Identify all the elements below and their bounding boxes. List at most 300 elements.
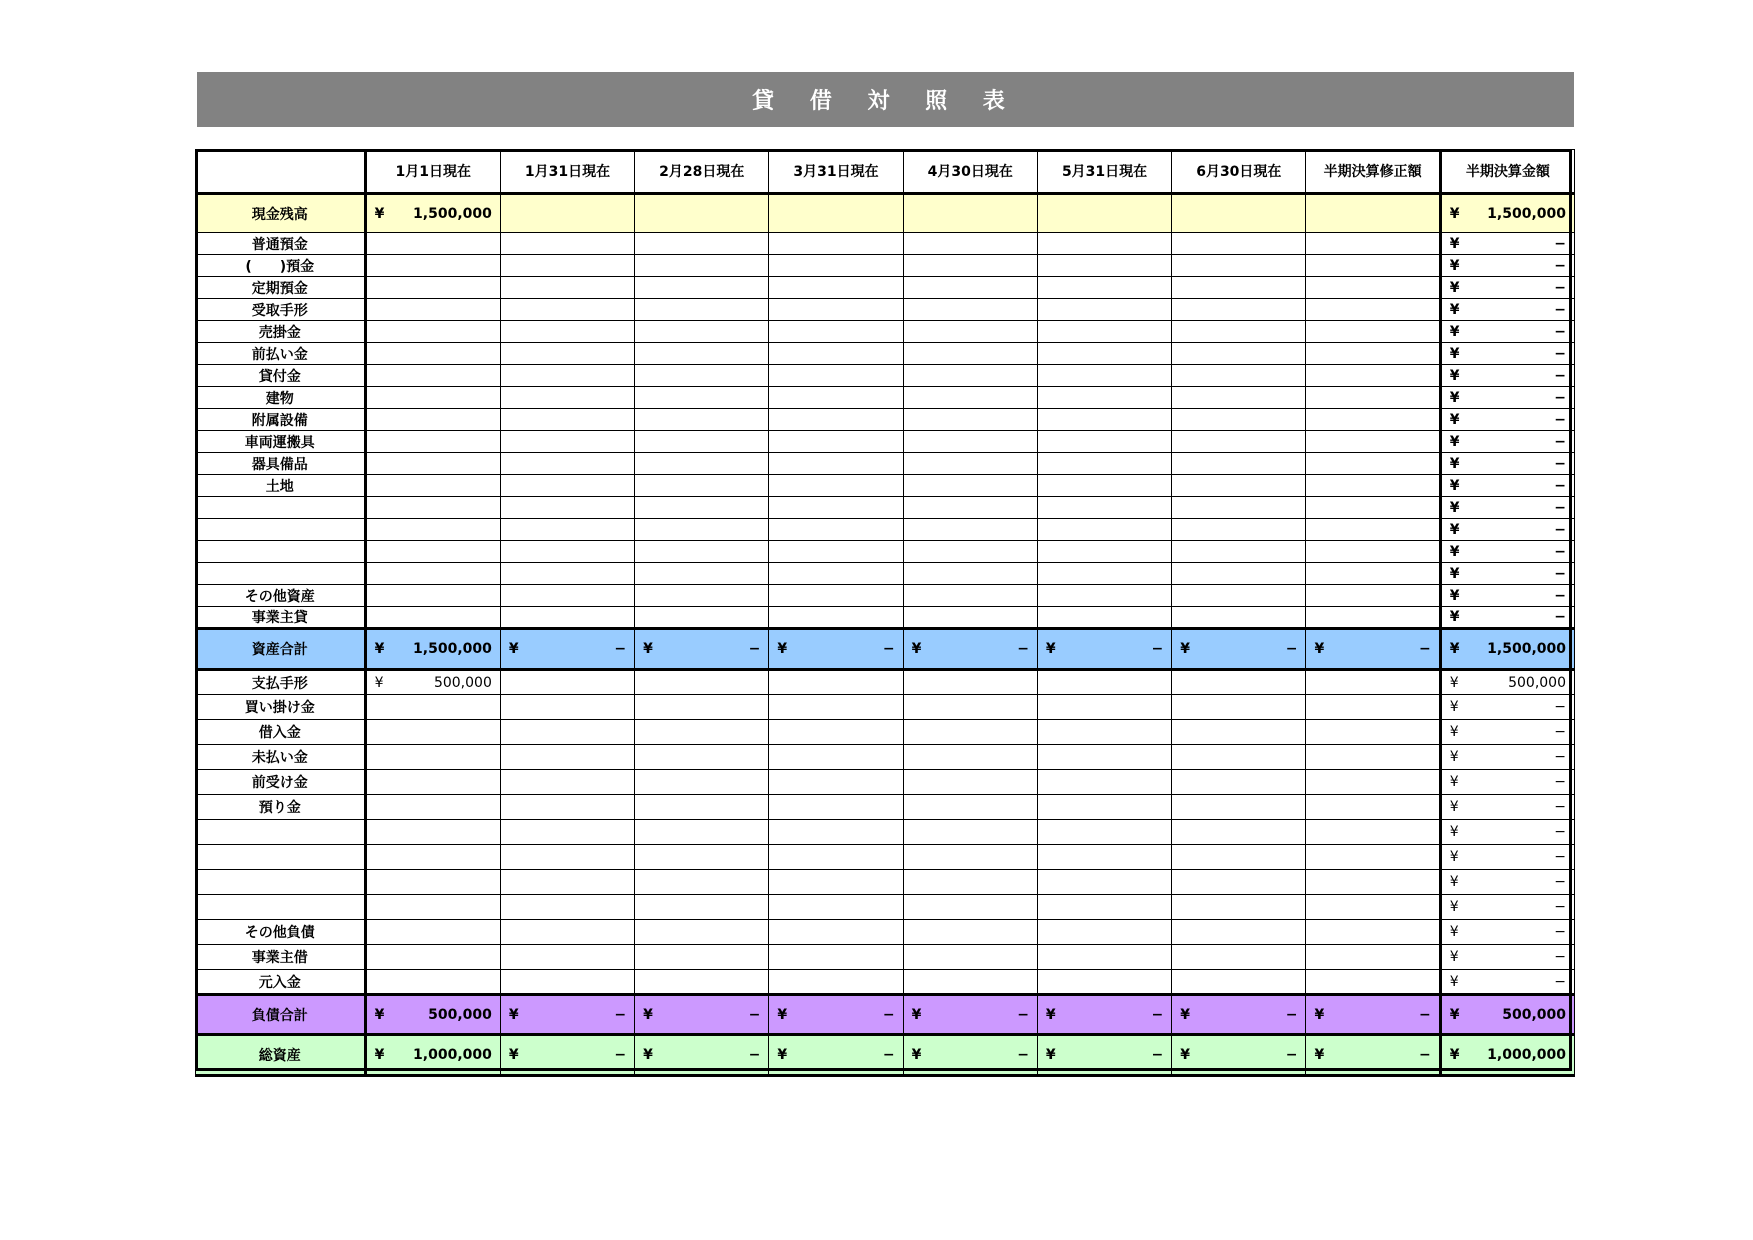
amount-cell[interactable]	[635, 720, 769, 745]
amount-cell[interactable]	[1172, 321, 1306, 343]
amount-cell[interactable]	[903, 920, 1037, 945]
amount-cell[interactable]	[1037, 1035, 1171, 1076]
amount-cell[interactable]	[1306, 497, 1440, 519]
amount-cell[interactable]	[1440, 895, 1574, 920]
amount-cell[interactable]	[1440, 607, 1574, 629]
amount-cell[interactable]	[903, 387, 1037, 409]
amount-cell[interactable]	[1306, 629, 1440, 670]
amount-cell[interactable]	[903, 795, 1037, 820]
amount-cell[interactable]	[1037, 255, 1171, 277]
amount-cell[interactable]	[1440, 920, 1574, 945]
amount-cell[interactable]	[1172, 453, 1306, 475]
amount-cell[interactable]	[1306, 233, 1440, 255]
amount-cell[interactable]	[903, 277, 1037, 299]
amount-cell[interactable]	[1306, 453, 1440, 475]
amount-cell[interactable]	[365, 945, 500, 970]
amount-cell[interactable]	[903, 607, 1037, 629]
amount-cell[interactable]	[903, 299, 1037, 321]
amount-cell[interactable]	[1306, 194, 1440, 233]
amount-cell[interactable]	[1440, 945, 1574, 970]
amount-cell[interactable]	[1172, 497, 1306, 519]
amount-cell[interactable]	[1037, 343, 1171, 365]
amount-cell[interactable]	[500, 299, 634, 321]
amount-cell[interactable]	[500, 563, 634, 585]
amount-cell[interactable]	[769, 695, 903, 720]
amount-cell[interactable]	[769, 895, 903, 920]
amount-cell[interactable]	[635, 870, 769, 895]
amount-cell[interactable]	[1440, 870, 1574, 895]
amount-cell[interactable]	[1037, 720, 1171, 745]
amount-cell[interactable]	[1440, 497, 1574, 519]
amount-cell[interactable]	[365, 233, 500, 255]
amount-cell[interactable]	[500, 194, 634, 233]
amount-cell[interactable]	[1037, 607, 1171, 629]
amount-cell[interactable]	[1172, 563, 1306, 585]
amount-cell[interactable]	[365, 585, 500, 607]
amount-cell[interactable]	[500, 820, 634, 845]
amount-cell[interactable]	[1037, 870, 1171, 895]
amount-cell[interactable]	[1440, 720, 1574, 745]
amount-cell[interactable]	[365, 670, 500, 695]
amount-cell[interactable]	[1037, 299, 1171, 321]
amount-cell[interactable]	[1306, 920, 1440, 945]
amount-cell[interactable]	[635, 920, 769, 945]
amount-cell[interactable]	[500, 695, 634, 720]
amount-cell[interactable]	[903, 541, 1037, 563]
amount-cell[interactable]	[1440, 995, 1574, 1035]
amount-cell[interactable]	[1306, 431, 1440, 453]
amount-cell[interactable]	[1172, 277, 1306, 299]
amount-cell[interactable]	[769, 497, 903, 519]
amount-cell[interactable]	[635, 895, 769, 920]
amount-cell[interactable]	[1037, 387, 1171, 409]
amount-cell[interactable]	[1172, 255, 1306, 277]
amount-cell[interactable]	[1306, 299, 1440, 321]
amount-cell[interactable]	[769, 321, 903, 343]
amount-cell[interactable]	[1037, 453, 1171, 475]
amount-cell[interactable]	[769, 585, 903, 607]
amount-cell[interactable]	[769, 995, 903, 1035]
amount-cell[interactable]	[635, 670, 769, 695]
amount-cell[interactable]	[1440, 695, 1574, 720]
amount-cell[interactable]	[903, 945, 1037, 970]
amount-cell[interactable]	[1037, 745, 1171, 770]
amount-cell[interactable]	[1306, 795, 1440, 820]
amount-cell[interactable]	[635, 365, 769, 387]
amount-cell[interactable]	[635, 431, 769, 453]
amount-cell[interactable]	[769, 607, 903, 629]
amount-cell[interactable]	[500, 845, 634, 870]
amount-cell[interactable]	[500, 365, 634, 387]
amount-cell[interactable]	[1037, 670, 1171, 695]
amount-cell[interactable]	[500, 670, 634, 695]
amount-cell[interactable]	[635, 497, 769, 519]
amount-cell[interactable]	[1037, 995, 1171, 1035]
amount-cell[interactable]	[500, 409, 634, 431]
amount-cell[interactable]	[1172, 845, 1306, 870]
amount-cell[interactable]	[769, 845, 903, 870]
amount-cell[interactable]	[769, 1035, 903, 1076]
amount-cell[interactable]	[769, 870, 903, 895]
amount-cell[interactable]	[769, 475, 903, 497]
amount-cell[interactable]	[500, 970, 634, 995]
amount-cell[interactable]	[1306, 895, 1440, 920]
amount-cell[interactable]	[635, 233, 769, 255]
amount-cell[interactable]	[903, 365, 1037, 387]
amount-cell[interactable]	[1172, 670, 1306, 695]
amount-cell[interactable]	[769, 720, 903, 745]
amount-cell[interactable]	[500, 255, 634, 277]
amount-cell[interactable]	[1306, 770, 1440, 795]
amount-cell[interactable]	[1306, 720, 1440, 745]
amount-cell[interactable]	[903, 475, 1037, 497]
amount-cell[interactable]	[635, 519, 769, 541]
amount-cell[interactable]	[635, 820, 769, 845]
amount-cell[interactable]	[1306, 475, 1440, 497]
amount-cell[interactable]	[1306, 255, 1440, 277]
amount-cell[interactable]	[1172, 895, 1306, 920]
amount-cell[interactable]	[1037, 945, 1171, 970]
amount-cell[interactable]	[635, 585, 769, 607]
amount-cell[interactable]	[903, 563, 1037, 585]
amount-cell[interactable]	[1172, 299, 1306, 321]
amount-cell[interactable]	[1306, 745, 1440, 770]
amount-cell[interactable]	[635, 194, 769, 233]
amount-cell[interactable]	[1306, 541, 1440, 563]
amount-cell[interactable]	[500, 453, 634, 475]
amount-cell[interactable]	[769, 945, 903, 970]
amount-cell[interactable]	[1440, 194, 1574, 233]
amount-cell[interactable]	[903, 820, 1037, 845]
amount-cell[interactable]	[1440, 233, 1574, 255]
amount-cell[interactable]	[500, 585, 634, 607]
amount-cell[interactable]	[1306, 585, 1440, 607]
amount-cell[interactable]	[1172, 820, 1306, 845]
amount-cell[interactable]	[500, 519, 634, 541]
amount-cell[interactable]	[769, 431, 903, 453]
amount-cell[interactable]	[1306, 409, 1440, 431]
amount-cell[interactable]	[1306, 1035, 1440, 1076]
amount-cell[interactable]	[1440, 277, 1574, 299]
amount-cell[interactable]	[1440, 770, 1574, 795]
amount-cell[interactable]	[769, 629, 903, 670]
amount-cell[interactable]	[365, 870, 500, 895]
amount-cell[interactable]	[635, 277, 769, 299]
amount-cell[interactable]	[1037, 409, 1171, 431]
amount-cell[interactable]	[500, 745, 634, 770]
amount-cell[interactable]	[1440, 670, 1574, 695]
amount-cell[interactable]	[365, 299, 500, 321]
amount-cell[interactable]	[903, 431, 1037, 453]
amount-cell[interactable]	[1037, 920, 1171, 945]
amount-cell[interactable]	[1037, 695, 1171, 720]
amount-cell[interactable]	[1037, 820, 1171, 845]
amount-cell[interactable]	[500, 720, 634, 745]
amount-cell[interactable]	[1172, 920, 1306, 945]
amount-cell[interactable]	[1440, 321, 1574, 343]
amount-cell[interactable]	[1037, 233, 1171, 255]
amount-cell[interactable]	[1037, 277, 1171, 299]
amount-cell[interactable]	[500, 870, 634, 895]
amount-cell[interactable]	[769, 519, 903, 541]
amount-cell[interactable]	[635, 563, 769, 585]
amount-cell[interactable]	[1306, 820, 1440, 845]
amount-cell[interactable]	[1440, 453, 1574, 475]
amount-cell[interactable]	[769, 795, 903, 820]
amount-cell[interactable]	[1037, 194, 1171, 233]
amount-cell[interactable]	[1440, 387, 1574, 409]
amount-cell[interactable]	[1440, 795, 1574, 820]
amount-cell[interactable]	[365, 895, 500, 920]
amount-cell[interactable]	[1172, 541, 1306, 563]
amount-cell[interactable]	[903, 845, 1037, 870]
amount-cell[interactable]	[769, 233, 903, 255]
amount-cell[interactable]	[903, 321, 1037, 343]
amount-cell[interactable]	[903, 720, 1037, 745]
amount-cell[interactable]	[365, 321, 500, 343]
amount-cell[interactable]	[1306, 870, 1440, 895]
amount-cell[interactable]	[635, 770, 769, 795]
amount-cell[interactable]	[1172, 870, 1306, 895]
amount-cell[interactable]	[903, 585, 1037, 607]
amount-cell[interactable]	[1306, 563, 1440, 585]
amount-cell[interactable]	[1172, 720, 1306, 745]
amount-cell[interactable]	[635, 387, 769, 409]
amount-cell[interactable]	[1172, 194, 1306, 233]
amount-cell[interactable]	[500, 629, 634, 670]
amount-cell[interactable]	[365, 795, 500, 820]
amount-cell[interactable]	[769, 541, 903, 563]
amount-cell[interactable]	[635, 475, 769, 497]
amount-cell[interactable]	[1306, 365, 1440, 387]
amount-cell[interactable]	[500, 945, 634, 970]
amount-cell[interactable]	[365, 453, 500, 475]
amount-cell[interactable]	[903, 670, 1037, 695]
amount-cell[interactable]	[769, 365, 903, 387]
amount-cell[interactable]	[903, 497, 1037, 519]
amount-cell[interactable]	[1172, 629, 1306, 670]
amount-cell[interactable]	[1172, 945, 1306, 970]
amount-cell[interactable]	[365, 745, 500, 770]
amount-cell[interactable]	[1172, 431, 1306, 453]
amount-cell[interactable]	[1440, 255, 1574, 277]
amount-cell[interactable]	[1440, 431, 1574, 453]
amount-cell[interactable]	[500, 321, 634, 343]
amount-cell[interactable]	[365, 277, 500, 299]
amount-cell[interactable]	[903, 519, 1037, 541]
amount-cell[interactable]	[635, 1035, 769, 1076]
amount-cell[interactable]	[1172, 795, 1306, 820]
amount-cell[interactable]	[365, 343, 500, 365]
amount-cell[interactable]	[1037, 795, 1171, 820]
amount-cell[interactable]	[1440, 745, 1574, 770]
amount-cell[interactable]	[635, 541, 769, 563]
amount-cell[interactable]	[769, 745, 903, 770]
amount-cell[interactable]	[1440, 563, 1574, 585]
amount-cell[interactable]	[365, 194, 500, 233]
amount-cell[interactable]	[500, 541, 634, 563]
amount-cell[interactable]	[1037, 770, 1171, 795]
amount-cell[interactable]	[1037, 563, 1171, 585]
amount-cell[interactable]	[1172, 745, 1306, 770]
amount-cell[interactable]	[1172, 409, 1306, 431]
amount-cell[interactable]	[1172, 607, 1306, 629]
amount-cell[interactable]	[1440, 541, 1574, 563]
amount-cell[interactable]	[903, 233, 1037, 255]
amount-cell[interactable]	[1440, 585, 1574, 607]
amount-cell[interactable]	[903, 343, 1037, 365]
amount-cell[interactable]	[365, 995, 500, 1035]
amount-cell[interactable]	[769, 343, 903, 365]
amount-cell[interactable]	[903, 629, 1037, 670]
amount-cell[interactable]	[635, 409, 769, 431]
amount-cell[interactable]	[365, 497, 500, 519]
amount-cell[interactable]	[365, 255, 500, 277]
amount-cell[interactable]	[1306, 607, 1440, 629]
amount-cell[interactable]	[769, 299, 903, 321]
amount-cell[interactable]	[1172, 695, 1306, 720]
amount-cell[interactable]	[1037, 519, 1171, 541]
amount-cell[interactable]	[903, 895, 1037, 920]
amount-cell[interactable]	[1306, 995, 1440, 1035]
amount-cell[interactable]	[635, 629, 769, 670]
amount-cell[interactable]	[1440, 475, 1574, 497]
amount-cell[interactable]	[365, 1035, 500, 1076]
amount-cell[interactable]	[1440, 629, 1574, 670]
amount-cell[interactable]	[635, 299, 769, 321]
amount-cell[interactable]	[1172, 1035, 1306, 1076]
amount-cell[interactable]	[769, 255, 903, 277]
amount-cell[interactable]	[1172, 585, 1306, 607]
amount-cell[interactable]	[635, 607, 769, 629]
amount-cell[interactable]	[365, 720, 500, 745]
amount-cell[interactable]	[500, 607, 634, 629]
amount-cell[interactable]	[1172, 365, 1306, 387]
amount-cell[interactable]	[1037, 629, 1171, 670]
amount-cell[interactable]	[903, 1035, 1037, 1076]
amount-cell[interactable]	[769, 820, 903, 845]
amount-cell[interactable]	[1172, 475, 1306, 497]
amount-cell[interactable]	[769, 277, 903, 299]
amount-cell[interactable]	[1037, 970, 1171, 995]
amount-cell[interactable]	[1440, 970, 1574, 995]
amount-cell[interactable]	[1306, 519, 1440, 541]
amount-cell[interactable]	[635, 343, 769, 365]
amount-cell[interactable]	[365, 541, 500, 563]
amount-cell[interactable]	[769, 970, 903, 995]
amount-cell[interactable]	[1172, 970, 1306, 995]
amount-cell[interactable]	[1037, 365, 1171, 387]
amount-cell[interactable]	[500, 233, 634, 255]
amount-cell[interactable]	[500, 343, 634, 365]
amount-cell[interactable]	[903, 194, 1037, 233]
amount-cell[interactable]	[1172, 343, 1306, 365]
amount-cell[interactable]	[1172, 387, 1306, 409]
amount-cell[interactable]	[365, 629, 500, 670]
amount-cell[interactable]	[365, 563, 500, 585]
amount-cell[interactable]	[1037, 541, 1171, 563]
amount-cell[interactable]	[365, 387, 500, 409]
amount-cell[interactable]	[500, 995, 634, 1035]
amount-cell[interactable]	[903, 695, 1037, 720]
amount-cell[interactable]	[1306, 845, 1440, 870]
amount-cell[interactable]	[635, 795, 769, 820]
amount-cell[interactable]	[1037, 475, 1171, 497]
amount-cell[interactable]	[500, 475, 634, 497]
amount-cell[interactable]	[1440, 409, 1574, 431]
amount-cell[interactable]	[1306, 695, 1440, 720]
amount-cell[interactable]	[769, 453, 903, 475]
amount-cell[interactable]	[1172, 519, 1306, 541]
amount-cell[interactable]	[1440, 1035, 1574, 1076]
amount-cell[interactable]	[903, 870, 1037, 895]
amount-cell[interactable]	[500, 497, 634, 519]
amount-cell[interactable]	[365, 695, 500, 720]
amount-cell[interactable]	[500, 795, 634, 820]
amount-cell[interactable]	[635, 945, 769, 970]
amount-cell[interactable]	[1172, 995, 1306, 1035]
amount-cell[interactable]	[635, 453, 769, 475]
amount-cell[interactable]	[365, 409, 500, 431]
amount-cell[interactable]	[365, 845, 500, 870]
amount-cell[interactable]	[365, 920, 500, 945]
amount-cell[interactable]	[1306, 387, 1440, 409]
amount-cell[interactable]	[365, 431, 500, 453]
amount-cell[interactable]	[1306, 970, 1440, 995]
amount-cell[interactable]	[635, 970, 769, 995]
amount-cell[interactable]	[500, 895, 634, 920]
amount-cell[interactable]	[1037, 585, 1171, 607]
amount-cell[interactable]	[769, 387, 903, 409]
amount-cell[interactable]	[635, 255, 769, 277]
amount-cell[interactable]	[1440, 820, 1574, 845]
amount-cell[interactable]	[1037, 431, 1171, 453]
amount-cell[interactable]	[769, 770, 903, 795]
amount-cell[interactable]	[500, 920, 634, 945]
amount-cell[interactable]	[1037, 845, 1171, 870]
amount-cell[interactable]	[500, 770, 634, 795]
amount-cell[interactable]	[903, 255, 1037, 277]
amount-cell[interactable]	[769, 920, 903, 945]
amount-cell[interactable]	[635, 695, 769, 720]
amount-cell[interactable]	[1306, 321, 1440, 343]
amount-cell[interactable]	[1172, 770, 1306, 795]
amount-cell[interactable]	[635, 995, 769, 1035]
amount-cell[interactable]	[500, 387, 634, 409]
amount-cell[interactable]	[500, 277, 634, 299]
amount-cell[interactable]	[1037, 497, 1171, 519]
amount-cell[interactable]	[1306, 670, 1440, 695]
amount-cell[interactable]	[365, 820, 500, 845]
amount-cell[interactable]	[365, 770, 500, 795]
amount-cell[interactable]	[903, 770, 1037, 795]
amount-cell[interactable]	[903, 409, 1037, 431]
amount-cell[interactable]	[1440, 365, 1574, 387]
amount-cell[interactable]	[365, 970, 500, 995]
amount-cell[interactable]	[365, 519, 500, 541]
amount-cell[interactable]	[365, 365, 500, 387]
amount-cell[interactable]	[500, 1035, 634, 1076]
amount-cell[interactable]	[365, 607, 500, 629]
amount-cell[interactable]	[1440, 519, 1574, 541]
amount-cell[interactable]	[1440, 343, 1574, 365]
amount-cell[interactable]	[1306, 945, 1440, 970]
amount-cell[interactable]	[1306, 343, 1440, 365]
amount-cell[interactable]	[635, 845, 769, 870]
amount-cell[interactable]	[769, 563, 903, 585]
amount-cell[interactable]	[903, 995, 1037, 1035]
amount-cell[interactable]	[903, 970, 1037, 995]
